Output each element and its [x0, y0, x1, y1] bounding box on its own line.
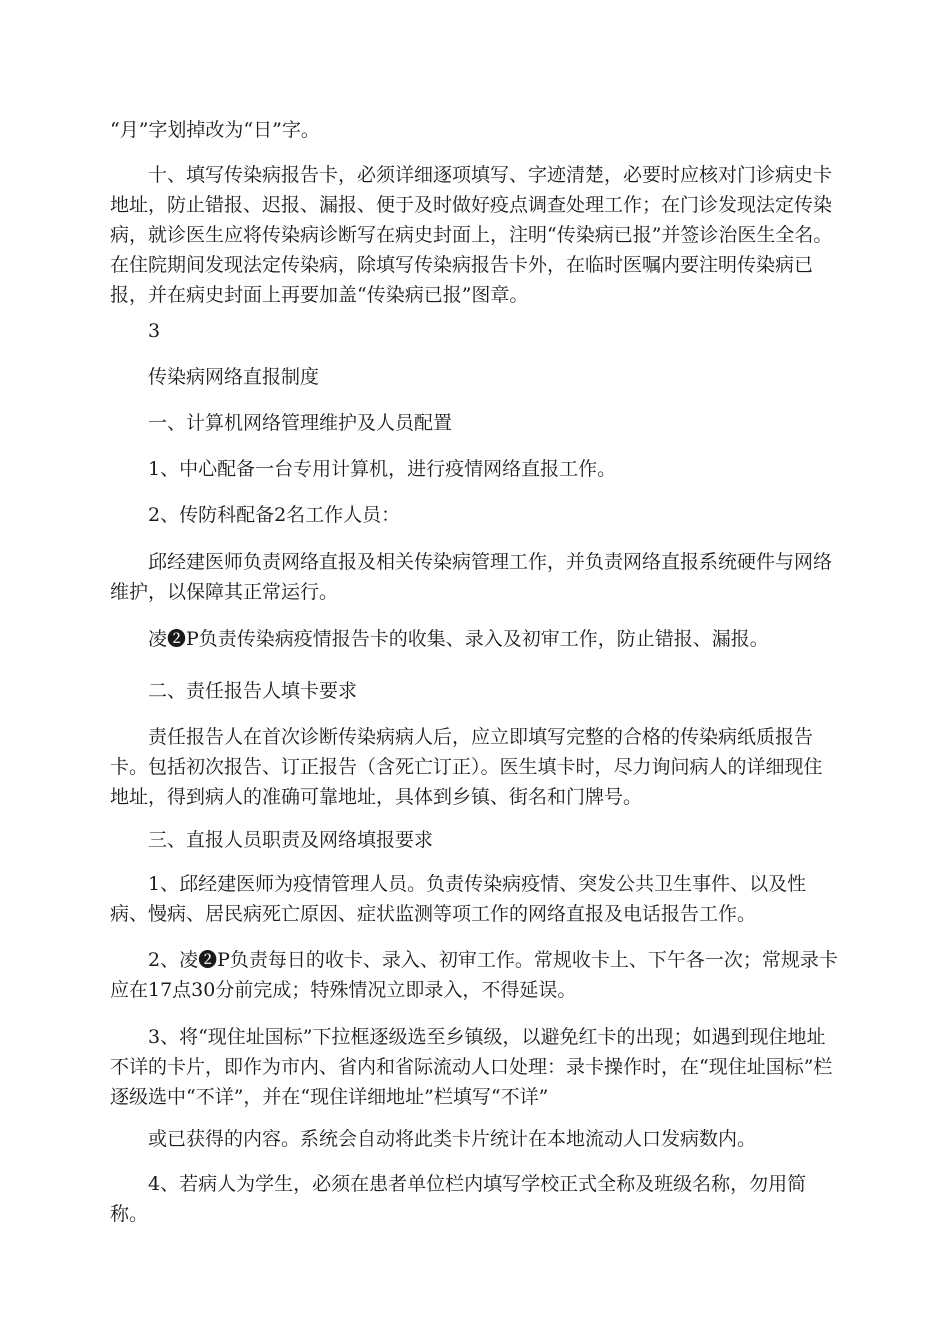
heading-2: 二、责任报告人填卡要求 [148, 680, 358, 702]
paragraph-7: 邱经建医师负责网络直报及相关传染病管理工作，并负责网络直报系统硬件与网络维护，以保障其正常运行。 [110, 551, 833, 603]
paragraph-1: 十、填写传染病报告卡，必须详细逐项填写、字迹清楚，必要时应核对门诊病史卡地址，防止错报、迟报、漏报、便于及时做好疫点调查处理工作；在门诊发现法定传染病，就诊医生应将传染病诊断写在病史封面上，注明“传染病已报”并签诊治医生全名。在住院期间发现法定传染病，除填写传染病报告卡外，在临时医嘱内要注明传染病已报，并在病史封面上再要加盖“传染病已报”图章。 [110, 164, 833, 306]
paragraph-13: 2、凌❷P负责每日的收卡、录入、初审工作。常规收卡上、下午各一次；常规录卡应在17点30分前完成；特殊情况立即录入，不得延误。 [110, 949, 838, 1001]
paragraph-14: 3、将“现住址国标”下拉框逐级选至乡镇级，以避免红卡的出现；如遇到现住地址不详的卡片，即作为市内、省内和省际流动人口处理：录卡操作时，在“现住址国标”栏逐级选中“不详”，并在“现住详细地址”栏填写“不详” [110, 1026, 833, 1108]
paragraph-12: 1、邱经建医师为疫情管理人员。负责传染病疫情、突发公共卫生事件、以及性病、慢病、居民病死亡原因、症状监测等项工作的网络直报及电话报告工作。 [110, 873, 807, 925]
paragraph-15: 或已获得的内容。系统会自动将此类卡片统计在本地流动人口发病数内。 [148, 1128, 757, 1150]
paragraph-8: 凌❷P负责传染病疫情报告卡的收集、录入及初审工作，防止错报、漏报。 [148, 628, 769, 650]
paragraph-0: “月”字划掉改为“日”字。 [110, 119, 320, 141]
heading-3: 三、直报人员职责及网络填报要求 [148, 829, 434, 851]
heading-1: 一、计算机网络管理维护及人员配置 [148, 412, 453, 434]
paragraph-5: 1、中心配备一台专用计算机，进行疫情网络直报工作。 [148, 458, 617, 480]
paragraph-10: 责任报告人在首次诊断传染病病人后，应立即填写完整的合格的传染病纸质报告卡。包括初次报告、订正报告（含死亡订正）。医生填卡时，尽力询问病人的详细现住地址，得到病人的准确可靠地址，具体到乡镇、街名和门牌号。 [110, 726, 823, 808]
paragraph-6: 2、传防科配备2名工作人员： [148, 504, 401, 526]
paragraph-16: 4、若病人为学生，必须在患者单位栏内填写学校正式全称及班级名称，勿用简称。 [110, 1173, 807, 1225]
section-title: 传染病网络直报制度 [148, 366, 320, 388]
page-number: 3 [148, 320, 161, 342]
